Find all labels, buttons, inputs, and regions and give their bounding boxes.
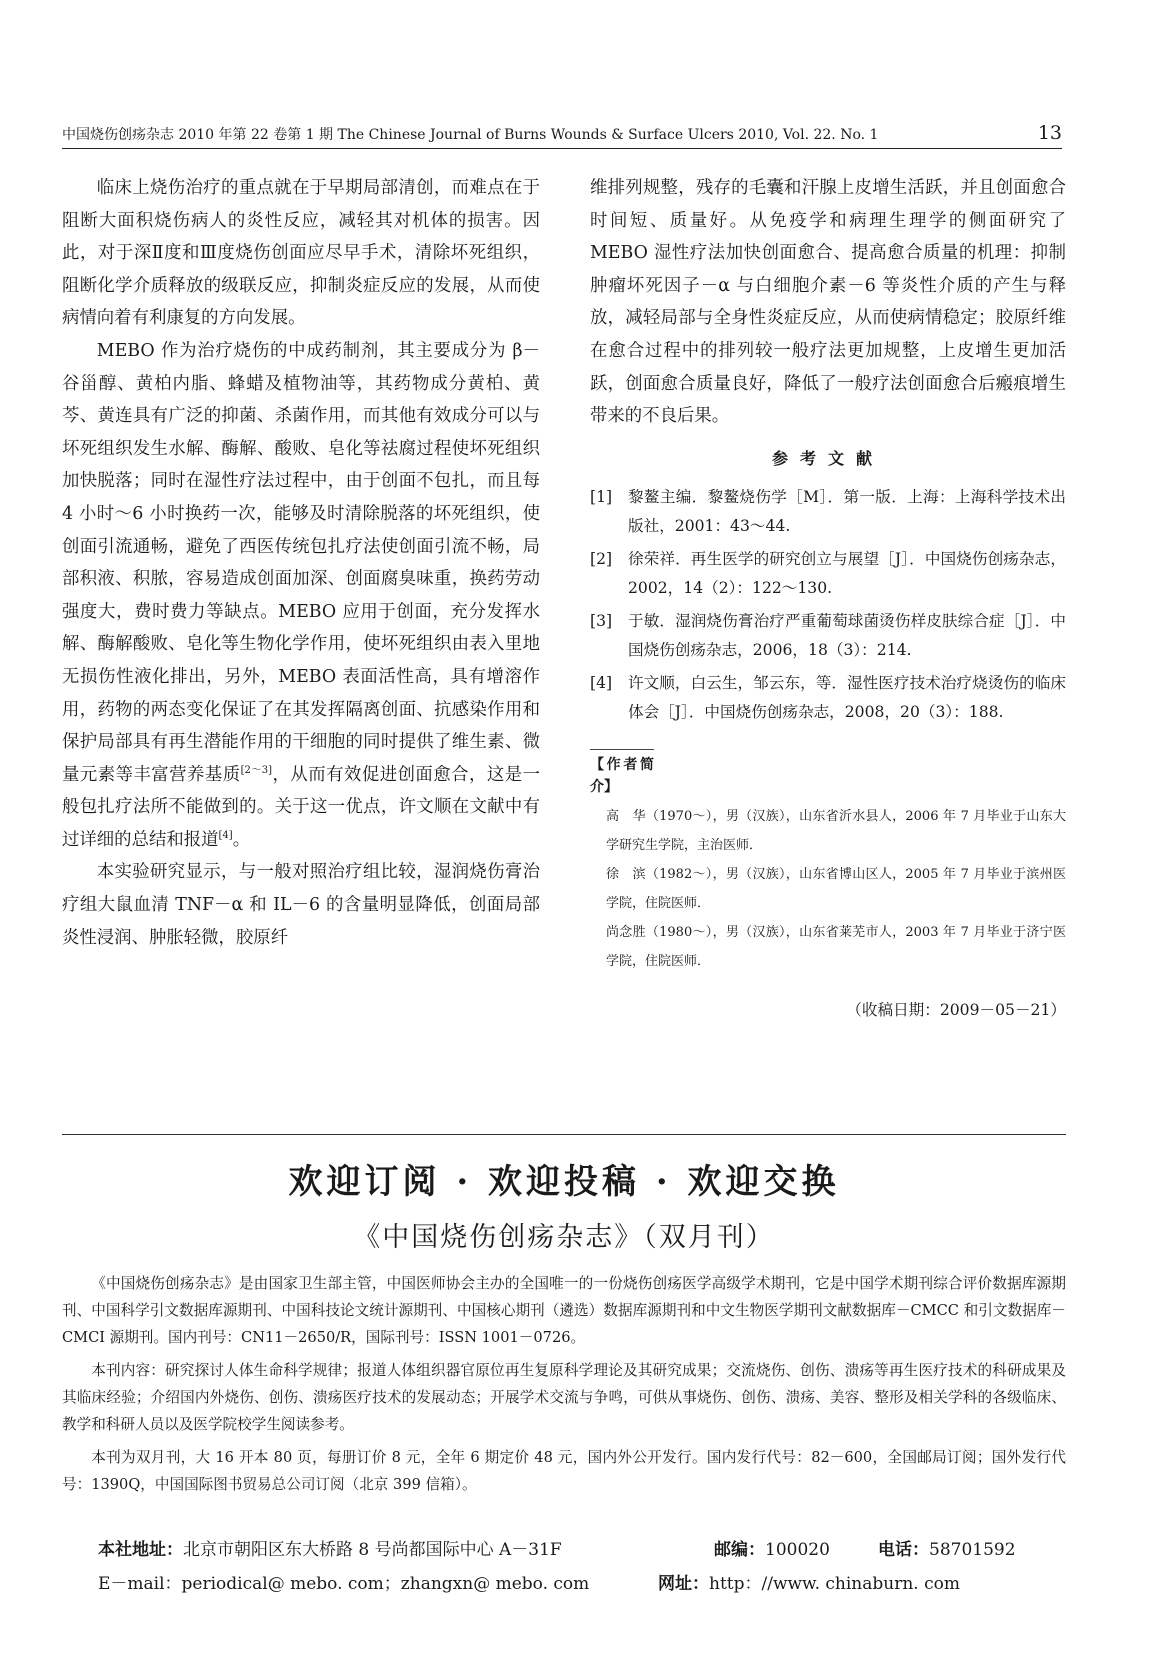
email-value[interactable]: periodical@ mebo. com；zhangxn@ mebo. com	[181, 1574, 590, 1594]
right-column	[590, 172, 1066, 1024]
received-date: （收稿日期：2009－05－21）	[846, 1000, 1066, 1019]
phone	[878, 1536, 1016, 1564]
reference-item	[590, 545, 1066, 603]
address-label: 本社地址：	[98, 1540, 183, 1560]
postcode	[714, 1536, 830, 1564]
reference-list	[590, 483, 1066, 727]
ad-paragraph: 本刊为双月刊，大 16 开本 80 页，每册订价 8 元，全年 6 期定价 48 元，国内外公开发行。国内发行代号：82－600，全国邮局订阅；国外发行代号：1390Q，中国国际图书贸易总公司订阅（北京 399 信箱）。	[62, 1449, 1066, 1493]
ad-body	[62, 1270, 1066, 1504]
postcode-value: 100020	[765, 1540, 830, 1560]
website-label: 网址：	[658, 1574, 709, 1594]
paragraph	[62, 335, 540, 857]
reference-number: [3]	[590, 611, 613, 630]
author-list	[590, 802, 1066, 976]
reference-item	[590, 669, 1066, 727]
reference-number: [1]	[590, 487, 613, 506]
postcode-label: 邮编：	[714, 1540, 765, 1560]
reference-item	[590, 607, 1066, 665]
page-number: 13	[1037, 122, 1062, 144]
reference-number: [4]	[590, 673, 613, 692]
reference-text: 黎鳌主编．黎鳌烧伤学［M］．第一版．上海：上海科学技术出版社，2001：43～44.	[628, 487, 1066, 535]
left-column	[62, 172, 540, 954]
paragraph-text: ，从而有效促进创面愈合，这是一般包扎疗法所不能做到的。关于这一优点，许文顺在文献中有过详细的总结和报道	[62, 764, 540, 850]
citation: [2～3]	[240, 764, 273, 776]
reference-text: 徐荣祥．再生医学的研究创立与展望［J］．中国烧伤创疡杂志，2002，14（2）：122～130.	[628, 549, 1066, 597]
author-item: 尚念胜（1980～），男（汉族），山东省莱芜市人，2003 年 7 月毕业于济宁医学院，住院医师．	[606, 924, 1066, 969]
ad-title: 欢迎订阅 · 欢迎投稿 · 欢迎交换	[288, 1162, 840, 1202]
author-item: 高 华（1970～），男（汉族），山东省沂水县人，2006 年 7 月毕业于山东大学研究生学院，主治医师．	[606, 808, 1066, 853]
running-header	[62, 122, 1062, 149]
paragraph: 临床上烧伤治疗的重点就在于早期局部清创，而难点在于阻断大面积烧伤病人的炎性反应，减轻其对机体的损害。因此，对于深Ⅱ度和Ⅲ度烧伤创面应尽早手术，清除坏死组织，阻断化学介质释放的级联反应，抑制炎症反应的发展，从而使病情向着有利康复的方向发展。	[62, 178, 540, 329]
contact-line-address	[98, 1536, 1068, 1564]
reference-item	[590, 483, 1066, 541]
phone-label: 电话：	[878, 1540, 929, 1560]
paragraph-text: 。	[232, 829, 251, 850]
reference-number: [2]	[590, 549, 613, 568]
reference-text: 于敏．湿润烧伤膏治疗严重葡萄球菌烫伤样皮肤综合症［J］．中国烧伤创疡杂志，2006，18（3）：214.	[628, 611, 1066, 659]
paragraph: 本实验研究显示，与一般对照治疗组比较，湿润烧伤膏治疗组大鼠血清 TNF－α 和 IL－6 的含量明显降低，创面局部炎性浸润、肿胀轻微，胶原纤	[62, 862, 540, 948]
citation: [4]	[218, 830, 233, 842]
journal-citation: 中国烧伤创疡杂志 2010 年第 22 卷第 1 期 The Chinese Journal of Burns Wounds & Surface Ulcers 2010, Vol. 22. No. 1	[62, 127, 879, 143]
paragraph-text: MEBO 作为治疗烧伤的中成药制剂，其主要成分为 β－谷甾醇、黄柏内脂、蜂蜡及植物油等，其药物成分黄柏、黄芩、黄连具有广泛的抑菌、杀菌作用，而其他有效成分可以与坏死组织发生水解、酶解、酸败、皂化等祛腐过程使坏死组织加快脱落；同时在湿性疗法过程中，由于创面不包扎，而且每 4 小时～6 小时换药一次，能够及时清除脱落的坏死组织，使创面引流通畅，避免了西医传统包扎疗法使创面引流不畅，局部积液、积脓，容易造成创面加深、创面腐臭味重，换药劳动强度大，费时费力等缺点。MEBO 应用于创面，充分发挥水解、酶解酸败、皂化等生物化学作用，使坏死组织由表入里地无损伤性液化排出，另外，MEBO 表面活性高，具有增溶作用，药物的两态变化保证了在其发挥隔离创面、抗感染作用和保护局部具有再生潜能作用的干细胞的同时提供了维生素、微量元素等丰富营养基质	[62, 340, 540, 785]
ad-subtitle: 《中国烧伤创疡杂志》（双月刊）	[353, 1222, 775, 1253]
ad-paragraph: 《中国烧伤创疡杂志》是由国家卫生部主管，中国医师协会主办的全国唯一的一份烧伤创疡医学高级学术期刊，它是中国学术期刊综合评价数据库源期刊、中国科学引文数据库源期刊、中国科技论文统计源期刊、中国核心期刊（遴选）数据库源期刊和中文生物医学期刊文献数据库－CMCC 和引文数据库－CMCI 源期刊。国内刊号：CN11－2650/R，国际刊号：ISSN 1001－0726。	[62, 1275, 1066, 1346]
phone-value: 58701592	[929, 1540, 1016, 1560]
email-label: E－mail：	[98, 1574, 182, 1594]
contact-line-online	[98, 1570, 1068, 1598]
website-value[interactable]: http：//www. chinaburn. com	[709, 1574, 960, 1594]
address-value: 北京市朝阳区东大桥路 8 号尚都国际中心 A－31F	[183, 1540, 562, 1560]
paragraph: 维排列规整，残存的毛囊和汗腺上皮增生活跃，并且创面愈合时间短、质量好。从免疫学和病理生理学的侧面研究了 MEBO 湿性疗法加快创面愈合、提高愈合质量的机理：抑制肿瘤坏死因子－α 与白细胞介素－6 等炎性介质的产生与释放，减轻局部与全身性炎症反应，从而使病情稳定；胶原纤维在愈合过程中的排列较一般疗法更加规整，上皮增生更加活跃，创面愈合质量良好，降低了一般疗法创面愈合后瘢痕增生带来的不良后果。	[590, 178, 1066, 427]
reference-text: 许文顺，白云生，邹云东，等．湿性医疗技术治疗烧烫伤的临床体会［J］．中国烧伤创疡杂志，2008，20（3）：188.	[628, 673, 1066, 721]
ad-paragraph: 本刊内容：研究探讨人体生命科学规律；报道人体组织器官原位再生复原科学理论及其研究成果；交流烧伤、创伤、溃疡等再生医疗技术的科研成果及其临床经验；介绍国内外烧伤、创伤、溃疡医疗技术的发展动态；开展学术交流与争鸣，可供从事烧伤、创伤、溃疡、美容、整形及相关学科的各级临床、教学和科研人员以及医学院校学生阅读参考。	[62, 1362, 1066, 1433]
references-heading: 参考文献	[771, 448, 884, 468]
author-item: 徐 滨（1982～），男（汉族），山东省博山区人，2005 年 7 月毕业于滨州医学院，住院医师．	[606, 866, 1066, 911]
author-info-heading: 【作者简介】	[590, 749, 654, 798]
section-divider	[62, 1134, 1066, 1135]
website	[658, 1570, 960, 1598]
